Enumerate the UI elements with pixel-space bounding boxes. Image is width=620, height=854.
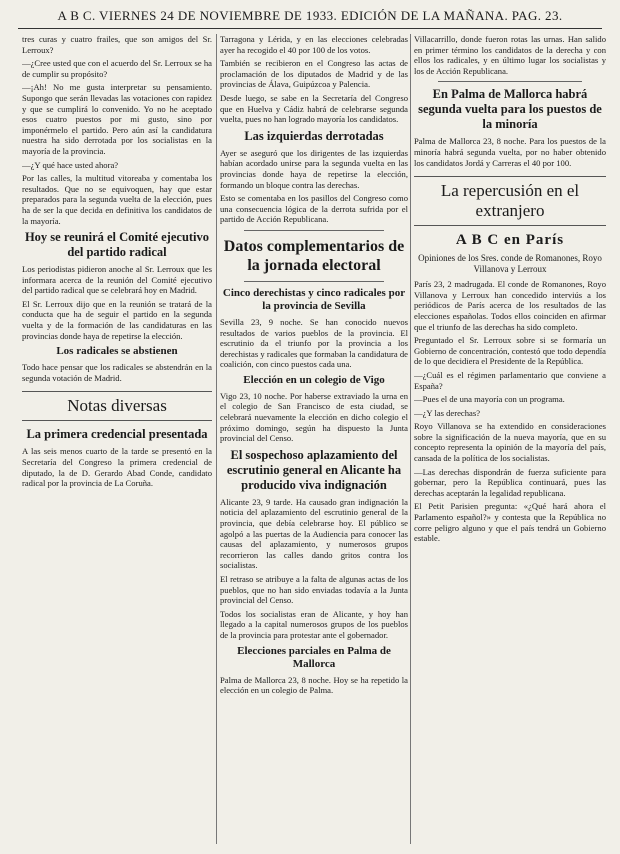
paragraph: —¿Y qué hace usted ahora? [22,159,119,170]
divider [244,281,384,282]
paragraph: Alicante 23, 9 tarde. Ha causado gran indignación la noticia del aplazamiento del escrutinio general de la provincia, que debía celebrarse hoy. El público se agolpó a las puertas de la Audiencia para conocer las causas del aplazamiento, y numerosos grupos recorrieron las calles dando gritos contra los socialistas. [220,496,408,571]
column-1 [22,34,212,848]
article-heading: La primera credencial presentada [26,427,208,442]
column-separator [410,34,411,844]
paragraph: Villacarrillo, donde fueron rotas las urnas. Han salido en primer término los candidatos de la derecha y con ellos los radicales, y en último lugar los socialistas y los de Acción Republicana. [414,34,606,76]
article-heading: A B C en París [455,232,565,249]
article-heading: Los radicales se abstienen [56,345,178,358]
article-heading: Hoy se reunirá el Comité ejecutivo del partido radical [24,230,210,260]
divider [244,230,384,231]
paragraph: También se recibieron en el Congreso las actas de proclamación de los diputados de Madrid y de las provincias de Álava, Guipúzcoa y Palencia. [220,58,408,90]
article-subheading: Opiniones de los Sres. conde de Romanones, Royo Villanova y Lerroux [418,253,602,275]
paragraph: Esto se comentaba en los pasillos del Congreso como una consecuencia lógica de la derrota sufrida por el partido de Acción Republicana. [220,193,408,225]
paragraph: Palma de Mallorca 23, 8 noche. Hoy se ha repetido la elección en un colegio de Palma. [220,674,408,696]
paragraph: Preguntado el Sr. Lerroux sobre si se formaría un Gobierno de concentración, contestó que todo dependía de lo que decidiera el Presidente de la República. [414,335,606,367]
paragraph: Todos los socialistas eran de Alicante, y hoy han llegado a la capital numerosos grupos de los pueblos de la provincia para protestar ante el gobernador. [220,608,408,640]
column-3 [414,34,606,848]
paragraph: tres curas y cuatro frailes, que son amigos del Sr. Lerroux? [22,34,212,55]
paragraph: Vigo 23, 10 noche. Por haberse extraviado la urna en el colegio de San Francisco de esta ciudad, se celebrará nuevamente la elección en dicho colegio el próximo domingo, según ha dispuesto la Junta provincial del Censo. [220,390,408,444]
article-heading: El sospechoso aplazamiento del escrutinio general en Alicante ha producido viva indignación [226,447,402,492]
divider [438,81,582,82]
paragraph: Palma de Mallorca 23, 8 noche. Para los puestos de la minoría habrá segunda vuelta, por no haber obtenido los candidatos Jordá y Carreras el 40 por 100. [414,136,606,168]
paragraph: Tarragona y Lérida, y en las elecciones celebradas ayer ha recogido el 40 por 100 de los votos. [220,34,408,55]
column-separator [216,34,217,844]
article-heading: Las izquierdas derrotadas [244,128,384,143]
paragraph: —¡Ah! No me gusta interpretar su pensamiento. Supongo que serán llevadas las votaciones con rapidez y que se cumplirá lo convenido. Yo no he aceptado esos cuatro puestos por mi gusto, sino por imponérmelo el partido. Pero aún así la candidatura nuestra ha sido derrotada por los socialistas en la mayoría de la provincia. [22,82,212,156]
paragraph: Royo Villanova se ha extendido en consideraciones sobre la significación de la nueva mayoría, que en su concepto representa la opinión de la mayoría del país, cansada de la política de los socialistas. [414,421,606,464]
paragraph: Todo hace pensar que los radicales se abstendrán en la segunda votación de Madrid. [22,362,212,383]
article-heading: Elecciones parciales en Palma de Mallorca [237,644,391,670]
section-heading: Datos complementarios de la jornada electoral [223,237,405,274]
paragraph: Los periodistas pidieron anoche al Sr. Lerroux que les informara acerca de la reunión del Comité ejecutivo del partido radical que se celebrará hoy en Madrid. [22,264,212,296]
paragraph: —¿Y las derechas? [414,407,481,418]
paragraph: El Petit Parisien pregunta: «¿Qué hará ahora el Parlamento español?» y contesta que la República no corre peligro alguno y que el país tendrá un Gobierno estable. [414,501,606,544]
paragraph: El Sr. Lerroux dijo que en la reunión se tratará de la conducta que ha de seguir el partido en la segunda vuelta y de la formación de las candidaturas en las provincias donde haya de repetirse la elección. [22,298,212,341]
paragraph: Desde luego, se sabe en la Secretaría del Congreso que en Huelva y Cádiz habrá de celebrarse segunda vuelta, pues no han logrado mayoría los candidatos. [220,92,408,125]
article-heading: En Palma de Mallorca habrá segunda vuelta para los puestos de la minoría [418,87,602,132]
paragraph: El retraso se atribuye a la falta de algunas actas de los pueblos, que no han sido enviadas todavía a la Junta provincial del Censo. [220,574,408,606]
section-heading: Notas diversas [22,391,212,421]
column-2 [220,34,408,848]
paragraph: —¿Cree usted que con el acuerdo del Sr. Lerroux se ha de cumplir su propósito? [22,58,212,79]
paragraph: Sevilla 23, 9 noche. Se han conocido nuevos resultados de varios pueblos de la provincia. El escrutinio da el triunfo por la provincia a los derechistas y radicales que formaban la candidatura de coalición, con cinco puestos cada una. [220,316,408,370]
paragraph: Ayer se aseguró que los dirigentes de las izquierdas habían acordado unirse para la segunda vuelta en las provincias donde haya de repetirse la elección, formando un bloque contra las derechas. [220,147,408,190]
header-rule [18,28,602,29]
section-heading: La repercusión en el extranjero [414,176,606,226]
paragraph: —¿Cuál es el régimen parlamentario que conviene a España? [414,369,606,391]
paragraph: Por las calles, la multitud vitoreaba y comentaba los resultados. Que no se equivoquen, hay que estar preparados para la segunda vuelta de la elección, pues ha de ser la que decida en definitiva los candidatos de la mayoría. [22,173,212,226]
paragraph: —Pues el de una mayoría con un programa. [414,394,565,405]
article-heading: Elección en un colegio de Vigo [243,373,385,386]
paragraph: —Las derechas dispondrán de fuerza suficiente para gobernar, pero la República continuará, pues las derechas aceptarán la legalidad republicana. [414,466,606,498]
page-header: A B C. VIERNES 24 DE NOVIEMBRE DE 1933. EDICIÓN DE LA MAÑANA. PAG. 23. [57,8,563,23]
article-heading: Cinco derechistas y cinco radicales por la provincia de Sevilla [222,286,406,312]
paragraph: A las seis menos cuarto de la tarde se presentó en la Secretaría del Congreso la primera credencial de diputado, la de D. Gerardo Abad Conde, candidato radical por la provincia de La Coruña. [22,446,212,489]
paragraph: París 23, 2 madrugada. El conde de Romanones, Royo Villanova y Lerroux han concedido interviús a los periódicos de París acerca de los resultados de las elecciones españolas. Todos ellos coinciden en afirmar que el triunfo de las derechas ha sido completo. [414,279,606,332]
